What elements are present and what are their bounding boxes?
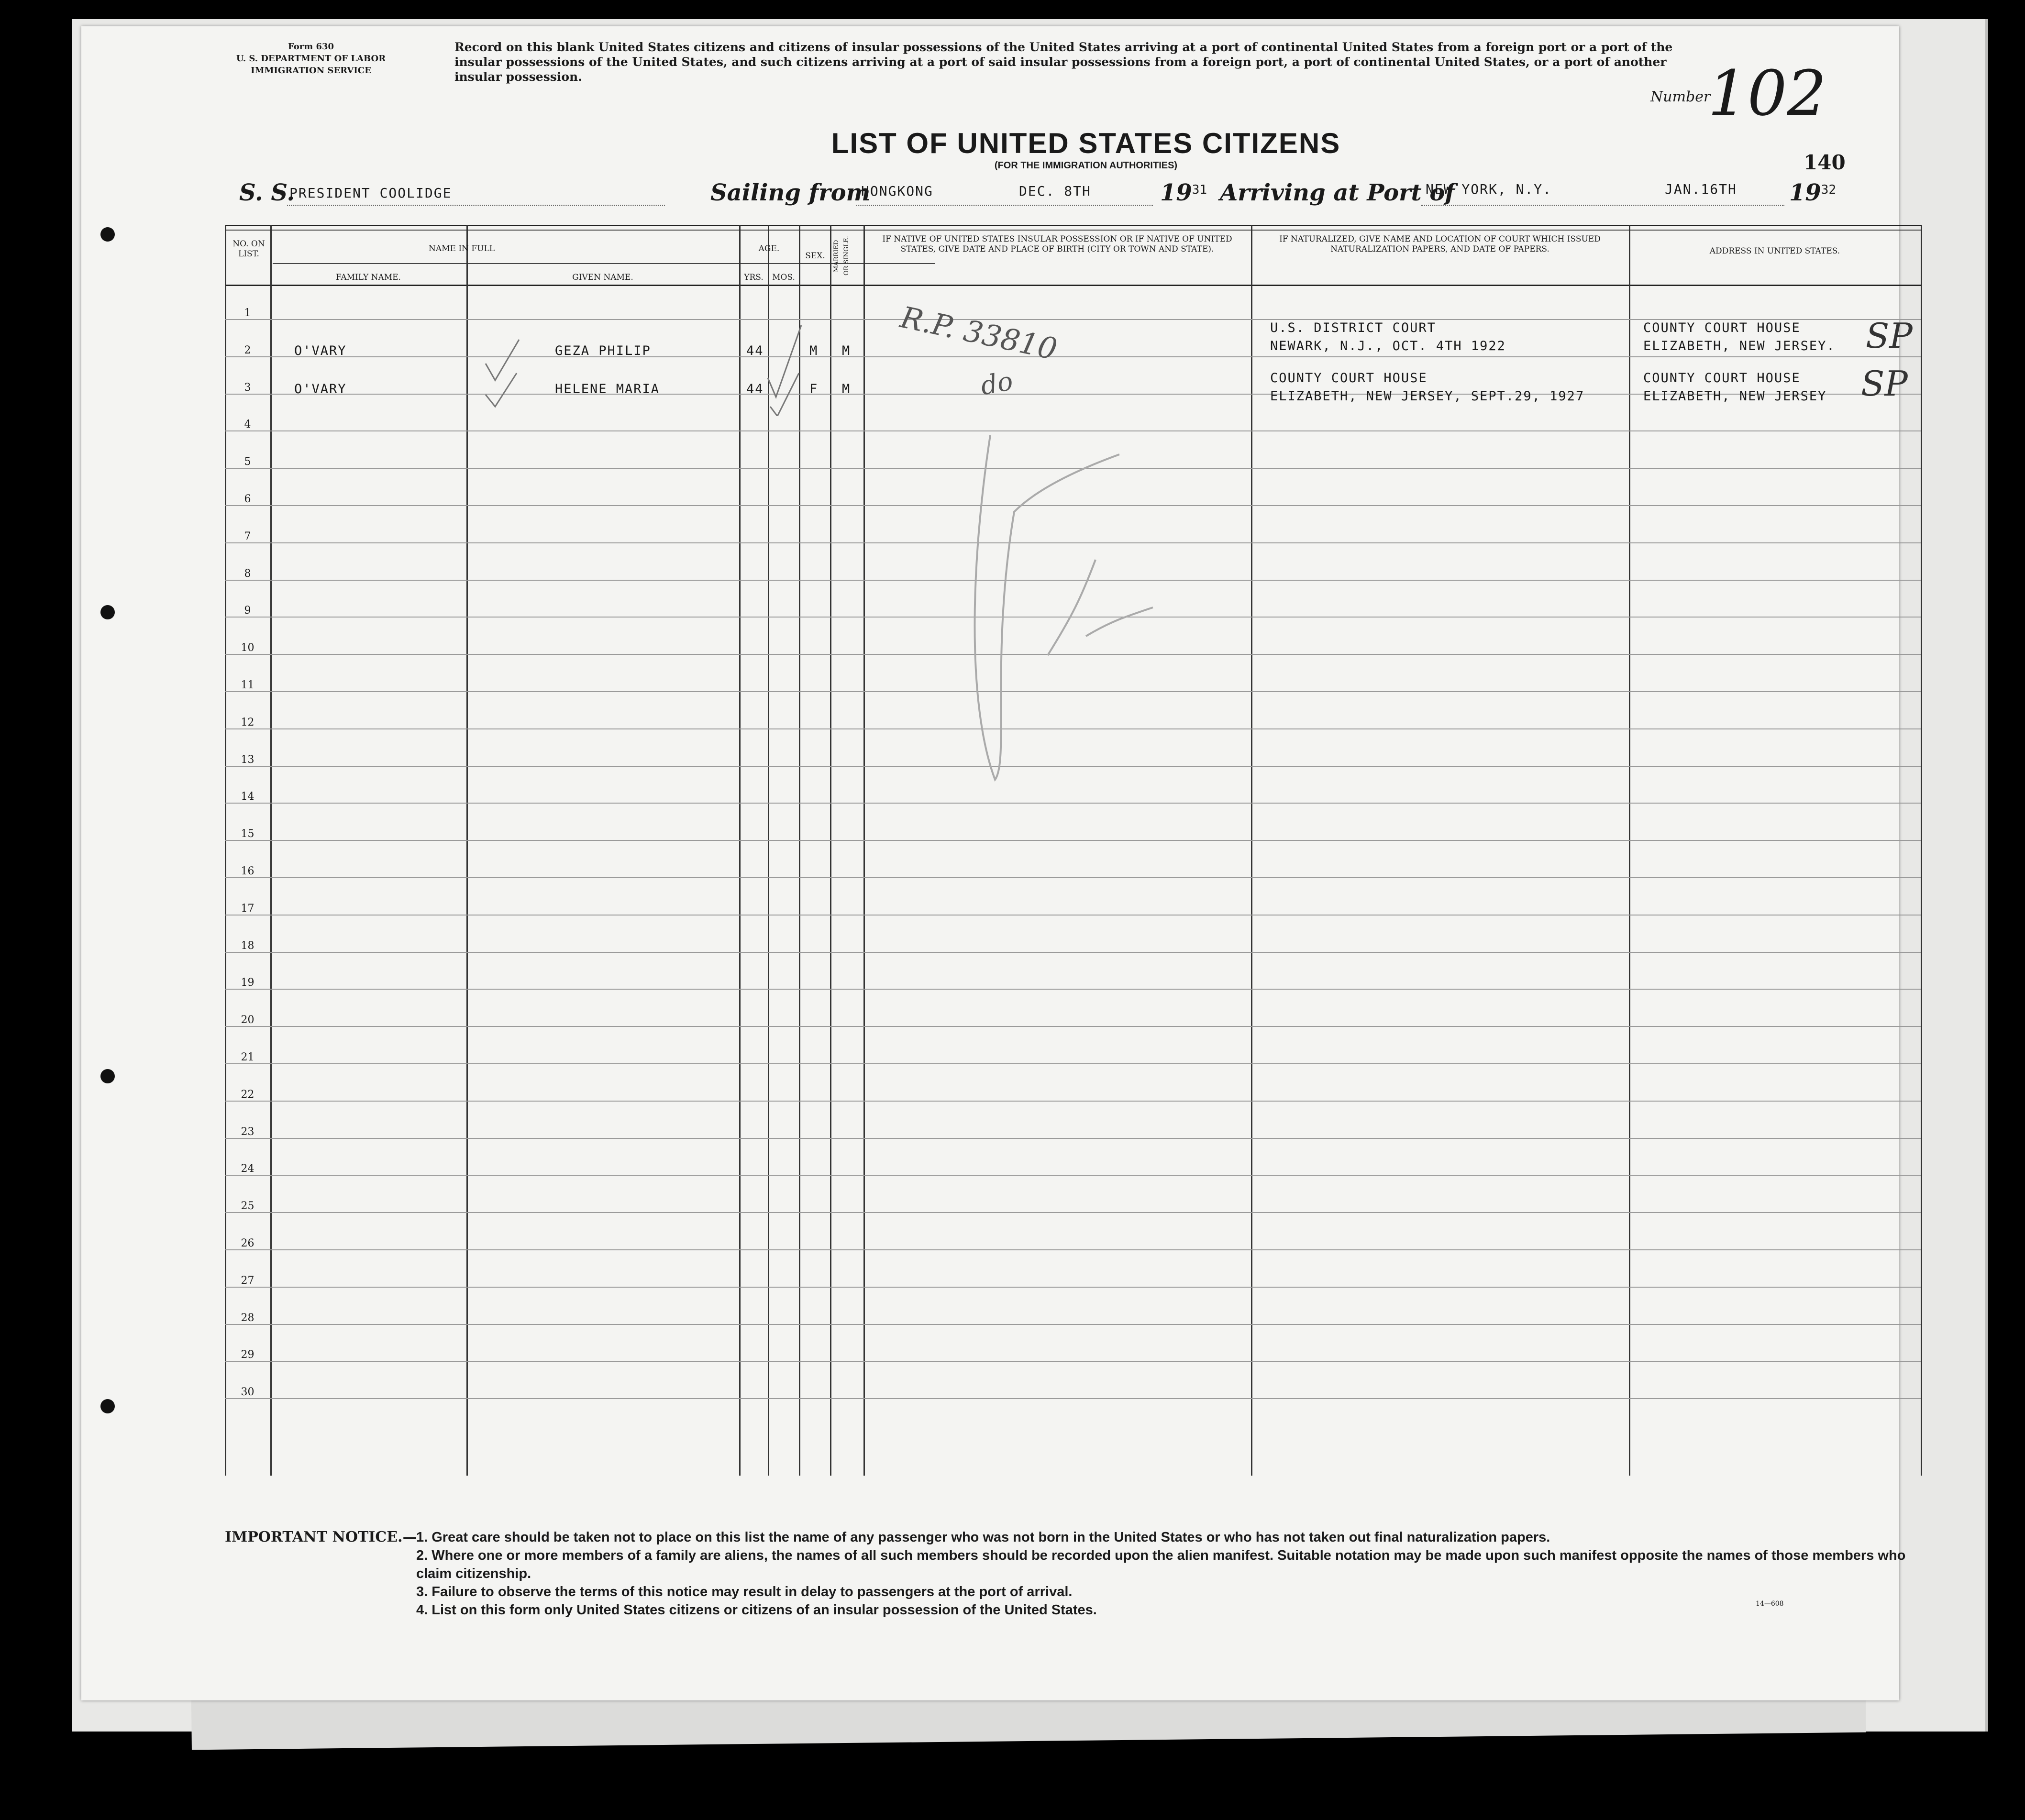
port-to-underline bbox=[1421, 204, 1784, 206]
row-rule bbox=[225, 1212, 1921, 1213]
page-subtitle: (FOR THE IMMIGRATION AUTHORITIES) bbox=[994, 160, 1178, 171]
row-number: 29 bbox=[241, 1349, 255, 1361]
header-sex: SEX. bbox=[805, 251, 825, 261]
row-number: 17 bbox=[241, 902, 255, 915]
row-number: 28 bbox=[241, 1312, 255, 1324]
row-number: 16 bbox=[241, 865, 255, 877]
handwritten-native-note: R.P. 33810 bbox=[897, 299, 1061, 367]
year-to-prefix: 19 bbox=[1789, 179, 1821, 206]
row2-given: HELENE MARIA bbox=[555, 382, 660, 397]
row1-yrs: 44 bbox=[746, 343, 764, 358]
row-rule bbox=[225, 1063, 1921, 1064]
check-mark-2 bbox=[483, 368, 521, 411]
port-to: NEW YORK, N.Y. bbox=[1426, 181, 1552, 197]
row2-addr-line1: COUNTY COURT HOUSE bbox=[1643, 371, 1801, 386]
header-mos: MOS. bbox=[772, 273, 795, 282]
row-number: 9 bbox=[244, 605, 251, 617]
voyage-line bbox=[239, 179, 1914, 218]
row-number: 10 bbox=[241, 642, 255, 654]
binder-hole bbox=[100, 1069, 115, 1083]
row1-addr-line2: ELIZABETH, NEW JERSEY. bbox=[1643, 339, 1836, 353]
col-rule-sex bbox=[830, 225, 831, 1476]
header-native: IF NATIVE OF UNITED STATES INSULAR POSSESSION OR IF NATIVE OF UNITED STATES, GIVE DATE AND PLACE OF BIRTH (CITY OR TOWN AND STATE). bbox=[882, 234, 1232, 254]
notice-label: IMPORTANT NOTICE.— bbox=[225, 1529, 417, 1545]
handwritten-addr-mark-1: SP bbox=[1866, 316, 1913, 356]
header-yrs: YRS. bbox=[744, 273, 764, 282]
notice-item-2: 2. Where one or more members of a family are aliens, the names of all such members should be recorded upon the alien manifest. Suitable notation may be made upon such manifest opposite the names of those members who claim citizenship. bbox=[416, 1548, 1906, 1581]
row1-married: M bbox=[842, 343, 851, 358]
row-number: 5 bbox=[244, 456, 251, 468]
sailing-label: Sailing from bbox=[710, 179, 871, 206]
form-code: 14—608 bbox=[1756, 1600, 1784, 1608]
date-to: JAN.16TH bbox=[1665, 181, 1737, 197]
col-rule-no bbox=[270, 225, 272, 1476]
row-rule bbox=[225, 1026, 1921, 1027]
header-address: ADDRESS IN UNITED STATES. bbox=[1709, 246, 1840, 256]
service-name: IMMIGRATION SERVICE bbox=[251, 66, 371, 76]
row-rule bbox=[225, 1324, 1921, 1325]
binder-hole bbox=[100, 605, 115, 619]
check-mark-age bbox=[765, 320, 804, 416]
row-rule bbox=[225, 319, 1921, 320]
department-name: U. S. DEPARTMENT OF LABOR bbox=[236, 54, 386, 64]
row-number: 18 bbox=[241, 939, 255, 952]
notice-items bbox=[416, 1528, 1923, 1619]
manifest-page bbox=[81, 26, 1913, 1700]
form-identifier bbox=[225, 41, 397, 77]
row-rule bbox=[225, 952, 1921, 953]
row2-court-line2: ELIZABETH, NEW JERSEY, SEPT.29, 1927 bbox=[1270, 389, 1585, 404]
row-number: 6 bbox=[244, 493, 251, 505]
col-rule-left bbox=[225, 225, 226, 1476]
row-number: 25 bbox=[241, 1200, 255, 1213]
row-number: 23 bbox=[241, 1125, 255, 1138]
ship-name: PRESIDENT COOLIDGE bbox=[289, 185, 452, 201]
col-rule-right bbox=[1921, 225, 1922, 1476]
header-name-in-full: NAME IN FULL bbox=[428, 244, 495, 254]
ship-underline bbox=[287, 204, 665, 206]
col-rule-native bbox=[1251, 225, 1252, 1476]
row-rule bbox=[225, 1249, 1921, 1250]
row-rule bbox=[225, 877, 1921, 878]
row2-married: M bbox=[842, 382, 851, 397]
row-rule bbox=[225, 1138, 1921, 1139]
ss-label: S. S. bbox=[239, 179, 295, 206]
row-number: 27 bbox=[241, 1274, 255, 1287]
row1-court-line1: U.S. DISTRICT COURT bbox=[1270, 320, 1436, 335]
row-rule bbox=[225, 1361, 1921, 1362]
row-number: 30 bbox=[241, 1386, 255, 1399]
col-rule-family bbox=[466, 225, 468, 1476]
header-family-name: FAMILY NAME. bbox=[336, 273, 401, 282]
row-number: 20 bbox=[241, 1014, 255, 1026]
header-given-name: GIVEN NAME. bbox=[572, 273, 633, 282]
year-to-suffix: 32 bbox=[1821, 183, 1837, 197]
row-rule bbox=[225, 915, 1921, 916]
date-from: DEC. 8TH bbox=[1019, 183, 1091, 199]
row-number: 4 bbox=[244, 419, 251, 431]
row-number: 1 bbox=[244, 307, 251, 319]
row-number: 13 bbox=[241, 753, 255, 766]
row-number: 11 bbox=[241, 679, 255, 691]
col-rule-naturalized bbox=[1629, 225, 1630, 1476]
row-rule bbox=[225, 1398, 1921, 1399]
page-title: LIST OF UNITED STATES CITIZENS bbox=[831, 127, 1341, 159]
row2-sex: F bbox=[809, 382, 819, 397]
number-label: Number bbox=[1650, 88, 1711, 105]
row1-addr-line1: COUNTY COURT HOUSE bbox=[1643, 320, 1801, 335]
row2-court-line1: COUNTY COURT HOUSE bbox=[1270, 371, 1427, 386]
row-number: 3 bbox=[244, 381, 251, 394]
year-from-suffix: 31 bbox=[1192, 183, 1207, 197]
table-top-rule bbox=[225, 225, 1921, 226]
row-number: 15 bbox=[241, 828, 255, 840]
row-number: 14 bbox=[241, 791, 255, 803]
notice-item-3: 3. Failure to observe the terms of this notice may result in delay to passengers at the port of arrival. bbox=[416, 1584, 1073, 1599]
row-number: 12 bbox=[241, 716, 255, 728]
row-number: 2 bbox=[244, 344, 251, 356]
handwritten-addr-mark-2: SP bbox=[1861, 364, 1908, 404]
col-rule-given bbox=[739, 225, 741, 1476]
page-number: 140 bbox=[1804, 151, 1846, 174]
row1-court-line2: NEWARK, N.J., OCT. 4TH 1922 bbox=[1270, 339, 1506, 353]
row-number: 7 bbox=[244, 530, 251, 542]
row-number: 21 bbox=[241, 1051, 255, 1063]
row-number: 19 bbox=[241, 977, 255, 989]
row-rule bbox=[225, 840, 1921, 841]
handwritten-ditto: do bbox=[978, 365, 1016, 401]
row-rule bbox=[225, 1175, 1921, 1176]
row-rule bbox=[225, 989, 1921, 990]
notice-item-1: 1. Great care should be taken not to place on this list the name of any passenger who was not born in the United States or who has not taken out final naturalization papers. bbox=[416, 1530, 1550, 1545]
row1-given: GEZA PHILIP bbox=[555, 343, 651, 358]
header-no: NO. ON LIST. bbox=[232, 239, 265, 259]
row-rule bbox=[225, 1101, 1921, 1102]
port-from-underline bbox=[856, 204, 1153, 206]
passenger-table bbox=[225, 225, 1921, 1476]
col-rule-married bbox=[863, 225, 865, 1476]
row-rule bbox=[225, 1287, 1921, 1288]
table-top-rule-2 bbox=[225, 230, 1921, 231]
intro-text: Record on this blank United States citizens and citizens of insular possessions of the United States arriving at a port of continental United States from a foreign port or a port of the insular possessions of the United States, and such citizens arriving at a port of said insular possessions from a foreign port, a port of continental United States, or a port of another insular possession. bbox=[454, 40, 1673, 84]
row2-yrs: 44 bbox=[746, 382, 764, 397]
row2-family: O'VARY bbox=[294, 382, 347, 397]
year-from bbox=[1160, 179, 1207, 206]
port-from: HONGKONG bbox=[861, 183, 933, 199]
year-to bbox=[1789, 179, 1836, 206]
binder-hole bbox=[100, 227, 115, 242]
row-rule bbox=[225, 803, 1921, 804]
arriving-label: Arriving at Port of bbox=[1220, 179, 1455, 206]
header-married: MARRIED OR SINGLE. bbox=[833, 236, 850, 276]
header-naturalized: IF NATURALIZED, GIVE NAME AND LOCATION OF COURT WHICH ISSUED NATURALIZATION PAPERS, AND DATE OF PAPERS. bbox=[1279, 234, 1601, 254]
notice-item-4: 4. List on this form only United States citizens or citizens of an insular possession of the United States. bbox=[416, 1602, 1097, 1618]
header-bottom-rule bbox=[225, 285, 1921, 286]
year-from-prefix: 19 bbox=[1160, 179, 1192, 206]
row-number: 26 bbox=[241, 1237, 255, 1249]
row-number: 8 bbox=[244, 567, 251, 580]
header-age: AGE. bbox=[758, 244, 780, 254]
row-rule bbox=[225, 356, 1921, 357]
row-number: 22 bbox=[241, 1088, 255, 1101]
row2-addr-line2: ELIZABETH, NEW JERSEY bbox=[1643, 389, 1827, 404]
binder-hole bbox=[100, 1399, 115, 1413]
row1-family: O'VARY bbox=[294, 343, 347, 358]
list-number: 102 bbox=[1708, 57, 1827, 130]
handwritten-scrawl bbox=[962, 416, 1191, 789]
form-number: Form 630 bbox=[288, 42, 334, 52]
row-number: 24 bbox=[241, 1163, 255, 1175]
row1-sex: M bbox=[809, 343, 819, 358]
